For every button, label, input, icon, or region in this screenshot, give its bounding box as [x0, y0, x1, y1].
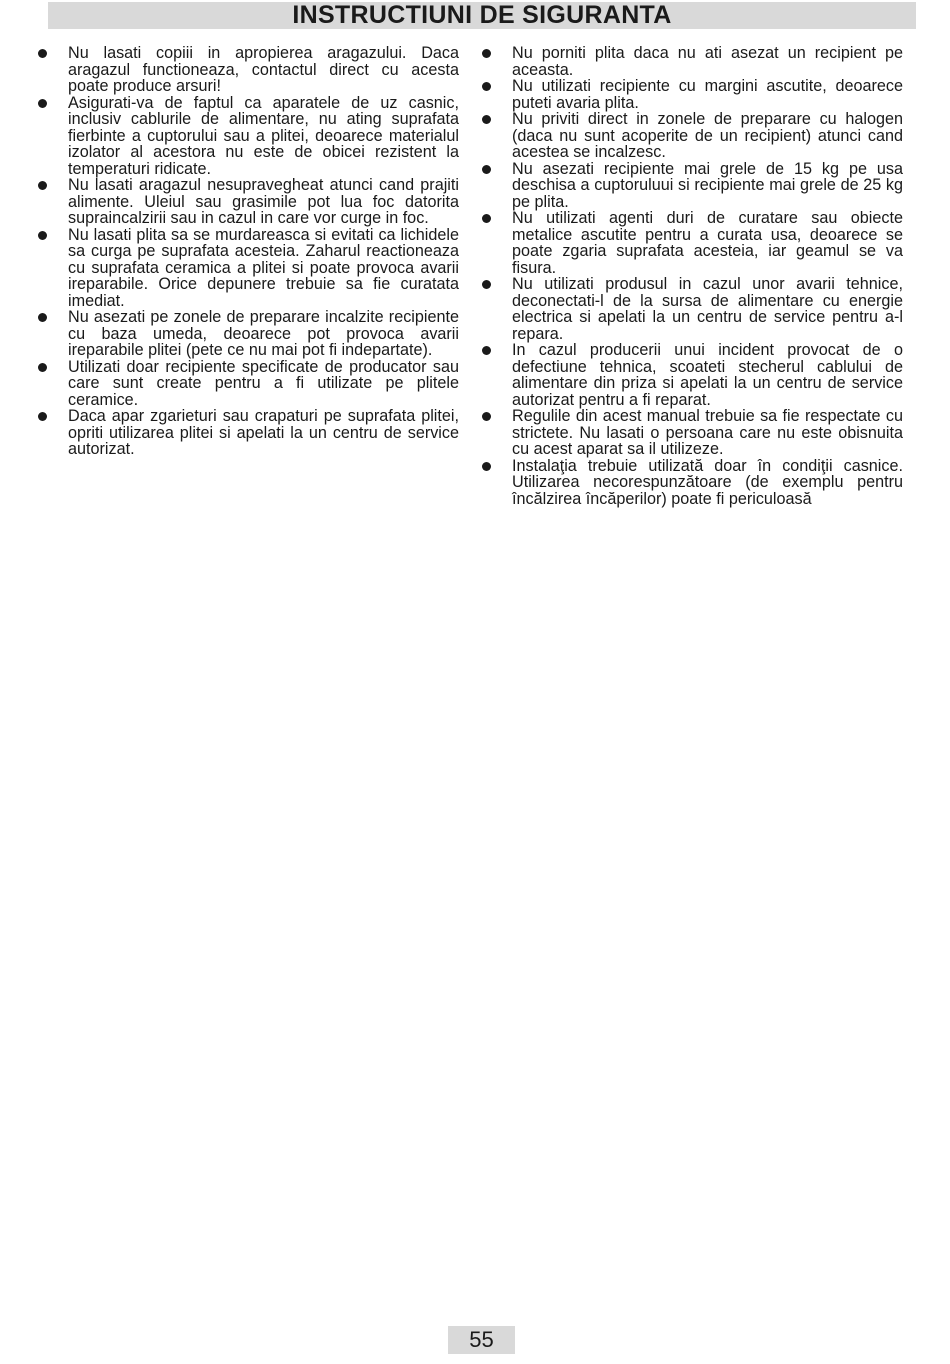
- list-item: [480, 458, 903, 508]
- list-item: [36, 45, 459, 95]
- list-item-text: Nu utilizati recipiente cu margini ascutite, deoarece puteti avaria plita.: [512, 77, 903, 112]
- page-number: 55: [469, 1327, 494, 1352]
- bullet-icon: [482, 115, 491, 124]
- list-item-text: In cazul producerii unui incident provocat de o defectiune tehnica, scoateti stecherul cablului de alimentare din priza si apelati la un centru de service autorizat pentru a fi reparat.: [512, 341, 903, 409]
- list-item: [480, 78, 903, 111]
- bullet-icon: [482, 412, 491, 421]
- bullet-icon: [38, 363, 47, 372]
- page-title-bar: [48, 2, 916, 29]
- list-item-text: Nu priviti direct in zonele de preparare cu halogen (daca nu sunt acoperite de un recipient) atunci cand acestea se incalzesc.: [512, 110, 903, 161]
- bullet-icon: [38, 231, 47, 240]
- bullet-icon: [482, 214, 491, 223]
- list-item: [36, 95, 459, 178]
- list-item: [480, 276, 903, 342]
- list-item-text: Nu lasati aragazul nesupravegheat atunci cand prajiti alimente. Uleiul sau grasimile pot lua foc datorita supraincalzirii sau in cazul in care vor curge in foc.: [68, 176, 459, 227]
- list-item: [36, 408, 459, 458]
- page-title: INSTRUCTIUNI DE SIGURANTA: [292, 1, 672, 29]
- list-item-text: Nu lasati copiii in apropierea aragazului. Daca aragazul functioneaza, contactul direct cu acesta poate produce arsuri!: [68, 44, 459, 95]
- list-item: [480, 210, 903, 276]
- list-item: [480, 111, 903, 161]
- list-item-text: Nu utilizati produsul in cazul unor avarii tehnice, deconectati-l de la sursa de alimentare cu energie electrica si apelati la un centru de service pentru a-l repara.: [512, 275, 903, 343]
- list-item: [36, 227, 459, 310]
- list-item: [480, 45, 903, 78]
- list-item-text: Utilizati doar recipiente specificate de producator sau care sunt create pentru a fi utilizate pe plitele ceramice.: [68, 357, 459, 409]
- list-item-text: Nu asezati pe zonele de preparare incalzite recipiente cu baza umeda, deoarece pot provoca avarii ireparabile plitei (pete ce nu mai pot fi indepartate).: [68, 308, 459, 359]
- page-number-box: [448, 1326, 515, 1354]
- list-item-text: Regulile din acest manual trebuie sa fie respectate cu strictete. Nu lasati o persoana care nu este obisnuita cu acest aparat sa il utilizeze.: [512, 407, 903, 458]
- bullet-icon: [38, 99, 47, 108]
- list-item-text: Nu lasati plita sa se murdareasca si evitati ca lichidele sa curga pe suprafata acesteia. Zaharul reactioneaza cu suprafata ceramica a plitei si poate provoca avarii ireparabile. Orice depunere trebuie sa fie curatata imediat.: [68, 225, 459, 310]
- bullet-icon: [482, 165, 491, 174]
- safety-list-left: [36, 45, 459, 458]
- safety-list-right: [480, 45, 903, 507]
- left-column: [36, 45, 459, 458]
- list-item: [36, 359, 459, 409]
- right-column: [480, 45, 903, 507]
- list-item-text: Nu porniti plita daca nu ati asezat un recipient pe aceasta.: [512, 44, 903, 79]
- list-item-text: Instalaţia trebuie utilizată doar în condiţii casnice. Utilizarea necorespunzătoare (de exemplu pentru încălzirea încăperilor) poate fi periculoasă: [512, 456, 903, 508]
- list-item-text: Nu utilizati agenti duri de curatare sau obiecte metalice ascutite pentru a curata usa, deoarece se poate zgaria suprafata acesteia, iar geamul se va fisura.: [512, 209, 903, 277]
- list-item: [480, 342, 903, 408]
- list-item: [480, 408, 903, 458]
- bullet-icon: [482, 462, 491, 471]
- list-item: [36, 309, 459, 359]
- list-item: [480, 161, 903, 211]
- list-item-text: Nu asezati recipiente mai grele de 15 kg pe usa deschisa a cuptoruluui si recipiente mai grele de 25 kg pe plita.: [512, 159, 903, 211]
- bullet-icon: [38, 313, 47, 322]
- list-item-text: Asigurati-va de faptul ca aparatele de uz casnic, inclusiv cablurile de alimentare, nu ating suprafata fierbinte a cuptorului sau a plitei, deoarece materialul izolator al acestora nu este de obicei rezistent la temperaturi ridicate.: [68, 93, 459, 178]
- bullet-icon: [38, 181, 47, 190]
- bullet-icon: [38, 49, 47, 58]
- list-item-text: Daca apar zgarieturi sau crapaturi pe suprafata plitei, opriti utilizarea plitei si apelati la un centru de service autorizat.: [68, 407, 459, 458]
- bullet-icon: [38, 412, 47, 421]
- bullet-icon: [482, 280, 491, 289]
- list-item: [36, 177, 459, 227]
- bullet-icon: [482, 82, 491, 91]
- bullet-icon: [482, 346, 491, 355]
- bullet-icon: [482, 49, 491, 58]
